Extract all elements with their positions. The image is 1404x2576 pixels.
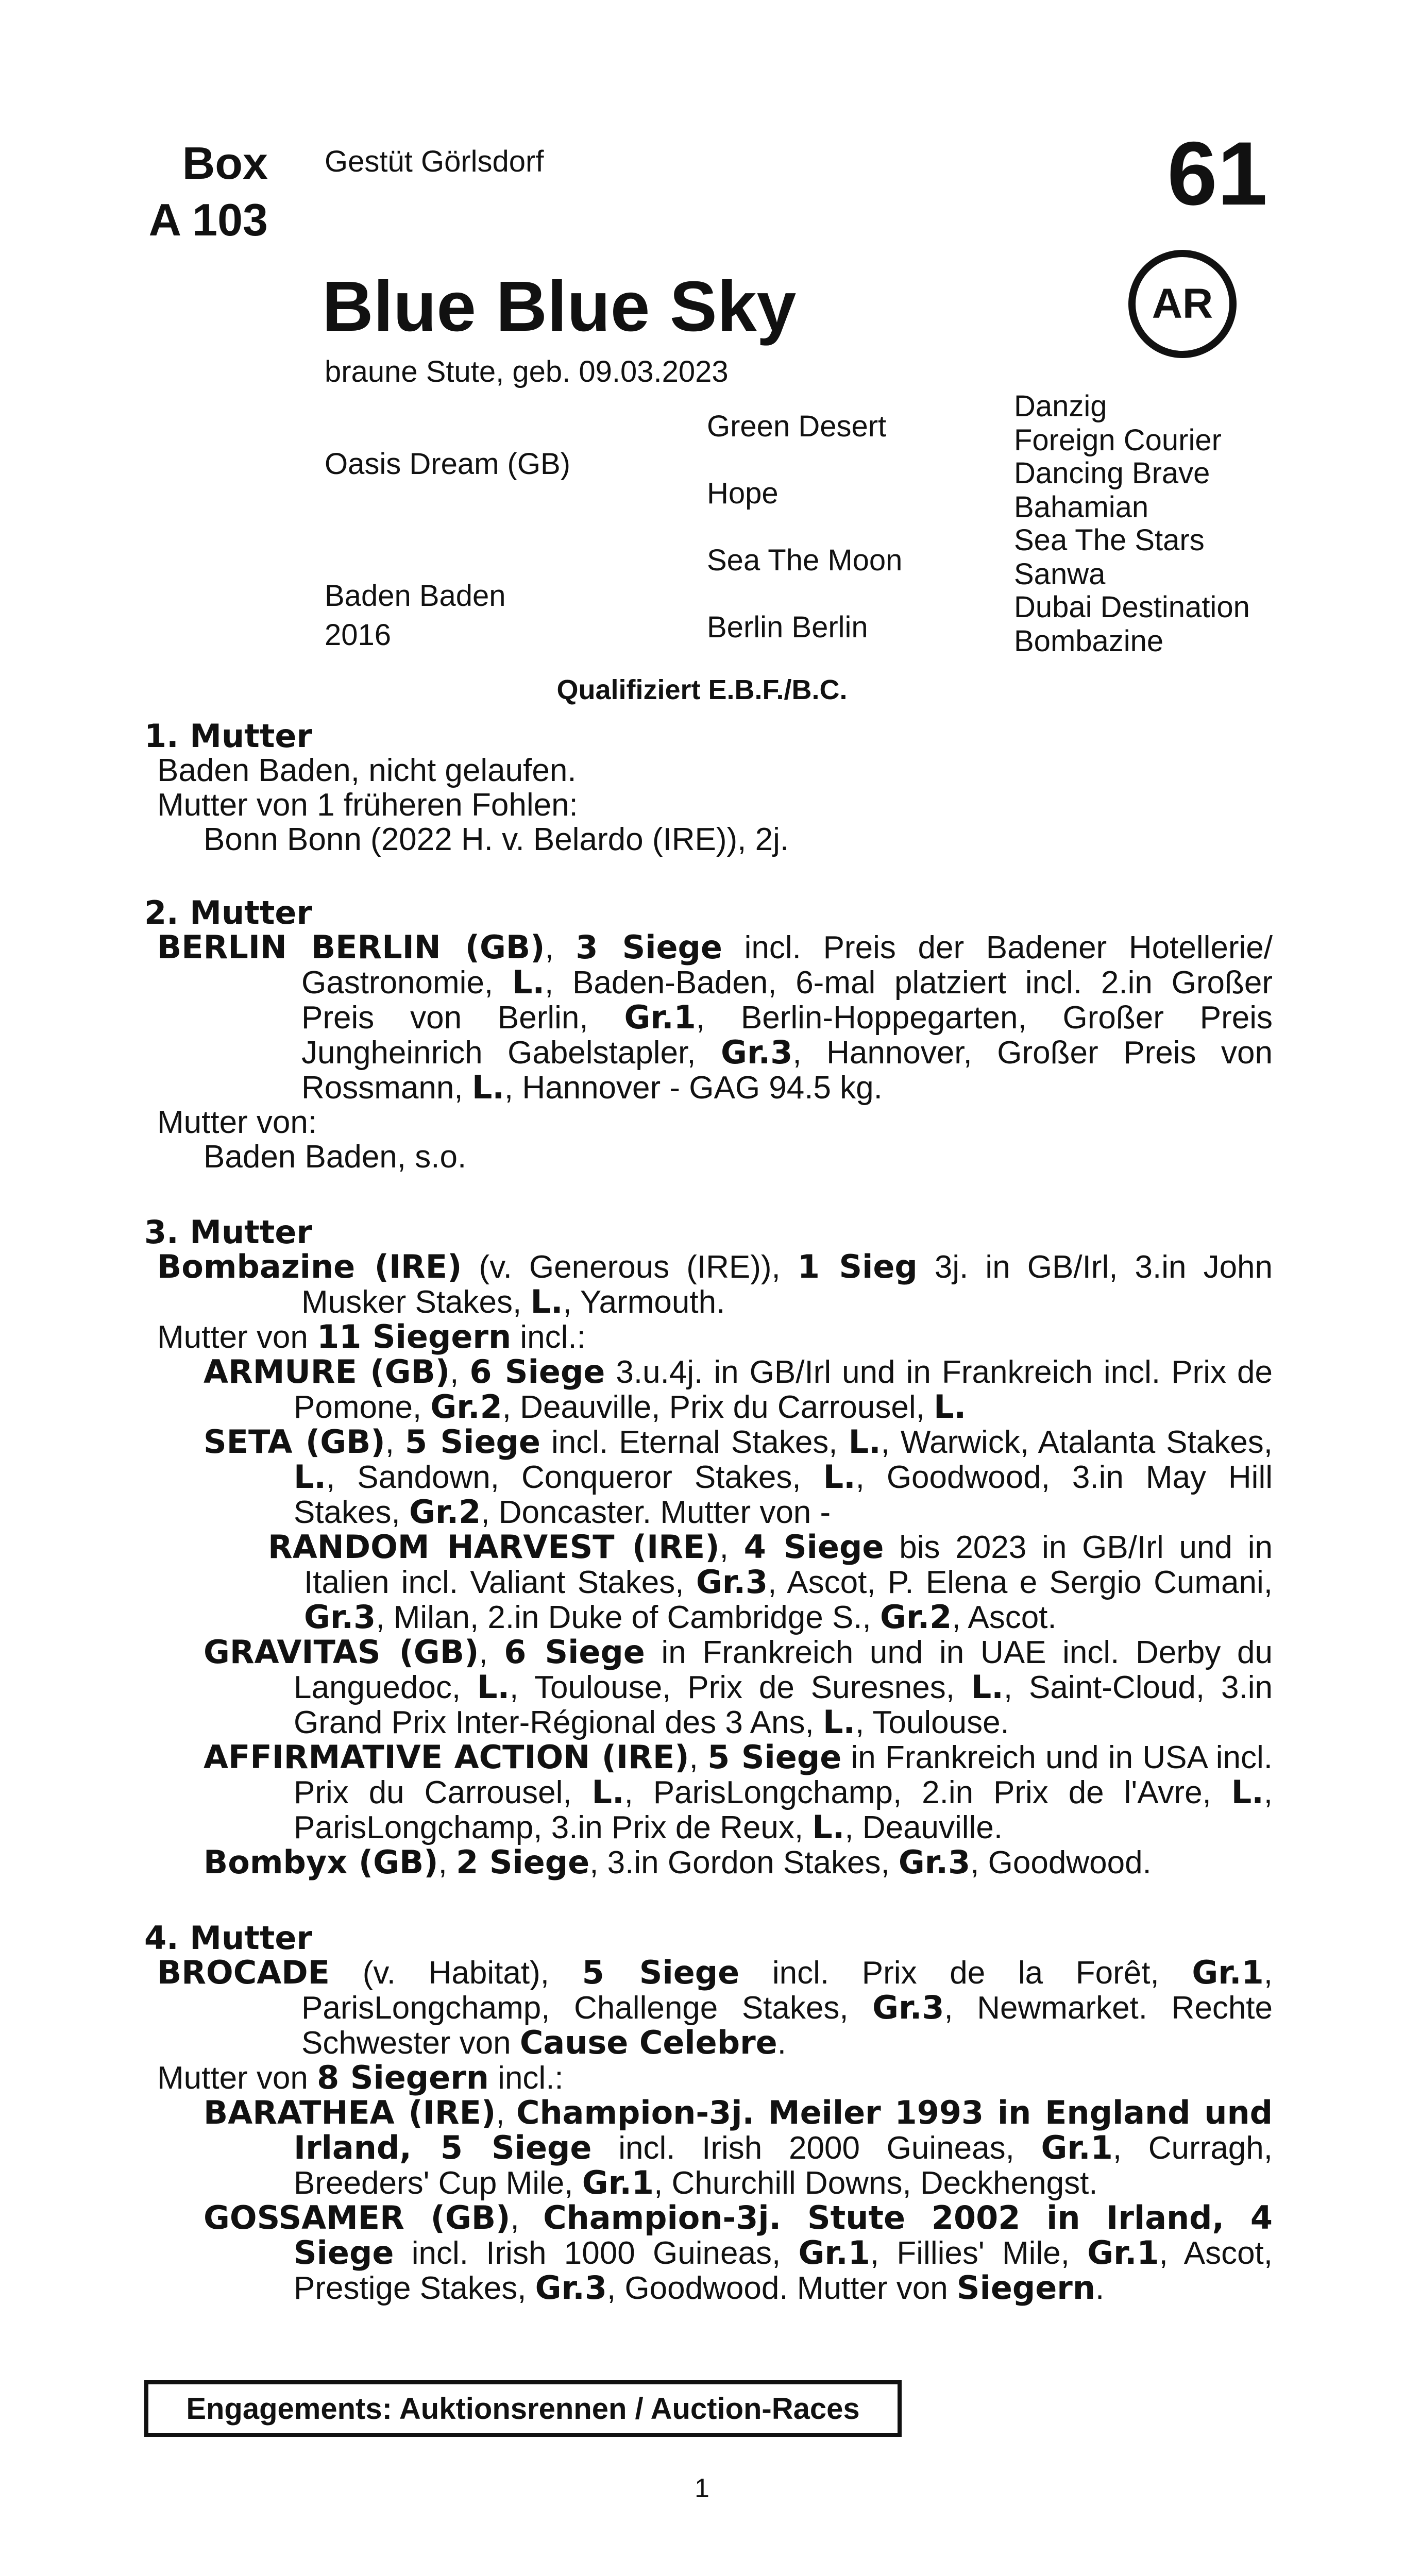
section-paragraph — [144, 2200, 1273, 2306]
section-heading: 3. Mutter — [144, 1213, 313, 1251]
text-run: , Curragh, Breeders' Cup Mile, — [294, 2130, 1273, 2201]
pedigree-great-grandparent: Bombazine — [1014, 624, 1164, 658]
section-fourth-dam — [144, 1921, 1273, 2306]
bold-text-run: 5 Siege — [707, 1738, 842, 1776]
bold-text-run: 11 Siegern — [317, 1318, 512, 1355]
section-heading: 1. Mutter — [144, 717, 313, 755]
pedigree-great-grandparent: Foreign Courier — [1014, 423, 1222, 457]
bold-text-run: GOSSAMER (GB) — [204, 2199, 511, 2236]
text-run: Mutter von — [157, 2060, 317, 2096]
bold-text-run: Gr.3 — [872, 1989, 944, 2026]
bold-text-run: Bombazine (IRE) — [157, 1248, 462, 1285]
text-run: . — [777, 2025, 786, 2061]
section-paragraph — [144, 1635, 1273, 1740]
section-paragraph — [144, 822, 1273, 857]
text-run: , — [438, 1845, 456, 1880]
text-run: incl. Irish 1000 Guineas, — [394, 2235, 799, 2271]
bold-text-run: SETA (GB) — [204, 1423, 385, 1461]
text-run: Baden Baden, s.o. — [204, 1139, 467, 1175]
text-run: . — [1095, 2270, 1105, 2306]
ar-badge-text: AR — [1152, 280, 1213, 327]
bold-text-run: Gr.1 — [1192, 1954, 1264, 1991]
bold-text-run: GRAVITAS (GB) — [204, 1633, 479, 1671]
box-label: Box — [182, 138, 268, 189]
text-run: incl. Irish 2000 Guineas, — [591, 2130, 1041, 2166]
bold-text-run: L. — [822, 1703, 856, 1741]
bold-text-run: 6 Siege — [469, 1353, 605, 1391]
text-run: , — [450, 1354, 470, 1390]
section-third-dam — [144, 1215, 1273, 1880]
text-run: , Ascot. — [952, 1600, 1057, 1635]
bold-text-run: Champion-3j. Meiler 1993 in England und Irland, 5 Siege — [294, 2094, 1273, 2166]
bold-text-run: Gr.3 — [535, 2269, 607, 2307]
bold-text-run: L. — [294, 1458, 327, 1496]
engagements-label: Engagements: Auktionsrennen / Auction-Races — [186, 2392, 860, 2426]
pedigree-dam: Baden Baden — [325, 579, 506, 613]
bold-text-run: L. — [823, 1458, 856, 1496]
text-run: , — [689, 1740, 708, 1775]
bold-text-run: AFFIRMATIVE ACTION (IRE) — [204, 1738, 689, 1776]
qualification: Qualifiziert E.B.F./B.C. — [556, 674, 848, 705]
text-run: , — [510, 2200, 544, 2236]
text-run: , 3.in Gordon Stakes, — [589, 1845, 899, 1880]
box-number: A 103 — [148, 194, 268, 245]
section-paragraph — [144, 1425, 1273, 1530]
bold-text-run: 3 Siege — [576, 928, 722, 966]
bold-text-run: BERLIN BERLIN (GB) — [157, 928, 545, 966]
bold-text-run: L. — [848, 1423, 881, 1461]
section-heading: 4. Mutter — [144, 1919, 313, 1957]
text-run: incl. Eternal Stakes, — [540, 1425, 849, 1460]
pedigree-dam-year: 2016 — [325, 618, 392, 652]
text-run: Baden Baden, nicht gelaufen. — [157, 753, 577, 788]
text-run: , Hannover - GAG 94.5 kg. — [504, 1070, 883, 1106]
page-number: 1 — [695, 2473, 709, 2503]
bold-text-run: Siegern — [956, 2269, 1096, 2307]
bold-text-run: Gr.3 — [696, 1563, 768, 1601]
text-run: (v. Generous (IRE)), — [462, 1249, 798, 1285]
subtitle: braune Stute, geb. 09.03.2023 — [325, 355, 729, 388]
bold-text-run: Gr.1 — [798, 2234, 870, 2272]
text-run: , Sandown, Conqueror Stakes, — [326, 1460, 823, 1495]
text-run: , Hannover, Großer Preis von Rossmann, — [301, 1035, 1273, 1106]
pedigree-grandparent: Green Desert — [707, 410, 887, 443]
text-run: bis 2023 in GB/Irl und in Italien incl. Valiant Stakes, — [304, 1530, 1273, 1600]
pedigree-great-grandparent: Bahamian — [1014, 490, 1149, 524]
bold-text-run: 2 Siege — [456, 1843, 590, 1881]
section-paragraph — [144, 1530, 1273, 1635]
text-run: 3.u.4j. in GB/Irl und in Frankreich incl. Prix de Pomone, — [294, 1354, 1273, 1425]
bold-text-run: Gr.1 — [624, 998, 696, 1036]
text-run: , Ascot, Prestige Stakes, — [294, 2235, 1273, 2306]
bold-text-run: 6 Siege — [504, 1633, 645, 1671]
text-run: , Baden-Baden, 6-mal platziert incl. 2.in Großer Preis von Berlin, — [301, 965, 1273, 1036]
section-paragraph — [144, 1740, 1273, 1845]
section-paragraph — [144, 930, 1273, 1105]
bold-text-run: L. — [477, 1668, 510, 1706]
text-run: 3j. in GB/Irl, 3.in John Musker Stakes, — [301, 1249, 1273, 1320]
bold-text-run: Gr.3 — [304, 1598, 376, 1636]
text-run: in Frankreich und in USA incl. Prix du Carrousel, — [294, 1740, 1273, 1810]
text-run: , — [479, 1635, 504, 1670]
text-run: , ParisLongchamp, 3.in Prix de Reux, — [294, 1775, 1273, 1845]
text-run: , Saint-Cloud, 3.in Grand Prix Inter-Régional des 3 Ans, — [294, 1670, 1273, 1740]
bold-text-run: Gr.3 — [898, 1843, 971, 1881]
bold-text-run: L. — [530, 1283, 563, 1320]
text-run: , Yarmouth. — [563, 1284, 725, 1320]
text-run: in Frankreich und in UAE incl. Derby du Languedoc, — [294, 1635, 1273, 1705]
bold-text-run: 5 Siege — [404, 1423, 540, 1461]
pedigree-great-grandparent: Danzig — [1014, 389, 1107, 423]
engagements-box — [144, 2380, 902, 2437]
text-run: , — [719, 1530, 744, 1565]
bold-text-run: BARATHEA (IRE) — [204, 2094, 496, 2131]
section-paragraph — [144, 2095, 1273, 2200]
text-run: , Goodwood. — [970, 1845, 1152, 1880]
bold-text-run: Gr.1 — [1087, 2234, 1159, 2272]
text-run: , Ascot, P. Elena e Sergio Cumani, — [768, 1565, 1273, 1600]
text-run: , Churchill Downs, Deckhengst. — [654, 2165, 1098, 2201]
section-second-dam — [144, 895, 1273, 1174]
text-run: , Berlin-Hoppegarten, Großer Preis Jungheinrich Gabelstapler, — [301, 1000, 1273, 1071]
bold-text-run: Gr.3 — [721, 1033, 793, 1071]
text-run: , Goodwood. Mutter von — [607, 2270, 957, 2306]
bold-text-run: L. — [591, 1773, 624, 1811]
section-paragraph — [144, 1140, 1273, 1174]
section-paragraph — [144, 753, 1273, 788]
text-run: , Milan, 2.in Duke of Cambridge S., — [376, 1600, 880, 1635]
text-run: , Goodwood, 3.in May Hill Stakes, — [294, 1460, 1273, 1530]
section-paragraph — [144, 2060, 1273, 2095]
text-run: , Fillies' Mile, — [870, 2235, 1088, 2271]
bold-text-run: Gr.2 — [430, 1388, 502, 1426]
bold-text-run: L. — [971, 1668, 1004, 1706]
bold-text-run: Gr.2 — [409, 1493, 481, 1531]
breeder: Gestüt Görlsdorf — [325, 145, 544, 178]
section-first-dam — [144, 719, 1273, 857]
text-run: incl.: — [511, 1319, 586, 1355]
text-run: , Deauville, Prix du Carrousel, — [502, 1389, 934, 1425]
text-run: , — [385, 1425, 405, 1460]
section-paragraph — [144, 1845, 1273, 1880]
bold-text-run: L. — [1231, 1773, 1264, 1811]
text-run: , Toulouse, Prix de Suresnes, — [510, 1670, 971, 1705]
bold-text-run: Champion-3j. Stute 2002 in Irland, 4 Siege — [294, 2199, 1273, 2272]
text-run: incl. Prix de la Forêt, — [739, 1955, 1192, 1991]
bold-text-run: 4 Siege — [743, 1528, 884, 1566]
bold-text-run: RANDOM HARVEST (IRE) — [268, 1528, 720, 1566]
bold-text-run: Gr.1 — [1041, 2129, 1113, 2166]
text-run: , — [545, 930, 576, 965]
section-paragraph — [144, 1955, 1273, 2060]
section-paragraph — [144, 1319, 1273, 1354]
text-run: (v. Habitat), — [330, 1955, 582, 1991]
text-run: , — [496, 2095, 516, 2131]
pedigree-great-grandparent: Dancing Brave — [1014, 456, 1210, 490]
bold-text-run: L. — [471, 1069, 504, 1106]
bold-text-run: BROCADE — [157, 1954, 330, 1991]
text-run: , Deauville. — [844, 1810, 1003, 1845]
text-run: Mutter von 1 früheren Fohlen: — [157, 787, 578, 823]
section-paragraph — [144, 1354, 1273, 1425]
text-run: incl. Preis der Badener Hotellerie/ Gastronomie, — [301, 930, 1273, 1001]
bold-text-run: L. — [934, 1388, 967, 1426]
pedigree-sire: Oasis Dream (GB) — [325, 447, 570, 481]
text-run: , Doncaster. Mutter von - — [481, 1495, 831, 1530]
text-run: , Toulouse. — [855, 1705, 1009, 1740]
bold-text-run: 8 Siegern — [317, 2059, 489, 2096]
bold-text-run: L. — [812, 1808, 845, 1846]
pedigree-great-grandparent: Sea The Stars — [1014, 523, 1205, 557]
section-paragraph — [144, 788, 1273, 822]
text-run: , ParisLongchamp, 2.in Prix de l'Avre, — [624, 1775, 1231, 1810]
text-run: Bonn Bonn (2022 H. v. Belardo (IRE)), 2j. — [204, 822, 789, 857]
text-run: incl.: — [488, 2060, 564, 2096]
bold-text-run: 5 Siege — [582, 1954, 740, 1991]
pedigree-great-grandparent: Dubai Destination — [1014, 590, 1250, 624]
section-paragraph — [144, 1105, 1273, 1140]
bold-text-run: L. — [512, 963, 545, 1001]
bold-text-run: Gr.1 — [582, 2164, 654, 2201]
section-heading: 2. Mutter — [144, 894, 313, 931]
bold-text-run: Bombyx (GB) — [204, 1843, 438, 1881]
text-run: Mutter von: — [157, 1105, 317, 1140]
pedigree-grandparent: Hope — [707, 477, 779, 510]
pedigree-great-grandparent: Sanwa — [1014, 557, 1106, 591]
bold-text-run: 1 Sieg — [797, 1248, 918, 1285]
pedigree-grandparent: Sea The Moon — [707, 544, 903, 577]
bold-text-run: Cause Celebre — [519, 2024, 777, 2061]
lot-number: 61 — [1167, 124, 1267, 224]
horse-name: Blue Blue Sky — [322, 267, 797, 346]
ar-badge — [1128, 250, 1237, 358]
section-paragraph — [144, 1249, 1273, 1319]
text-run: Mutter von — [157, 1319, 317, 1355]
bold-text-run: Gr.2 — [879, 1598, 952, 1636]
text-run: , ParisLongchamp, Challenge Stakes, — [301, 1955, 1273, 2026]
pedigree-grandparent: Berlin Berlin — [707, 611, 868, 644]
text-run: , Warwick, Atalanta Stakes, — [881, 1425, 1273, 1460]
bold-text-run: ARMURE (GB) — [204, 1353, 450, 1391]
text-run: , Newmarket. Rechte Schwester von — [301, 1990, 1273, 2061]
